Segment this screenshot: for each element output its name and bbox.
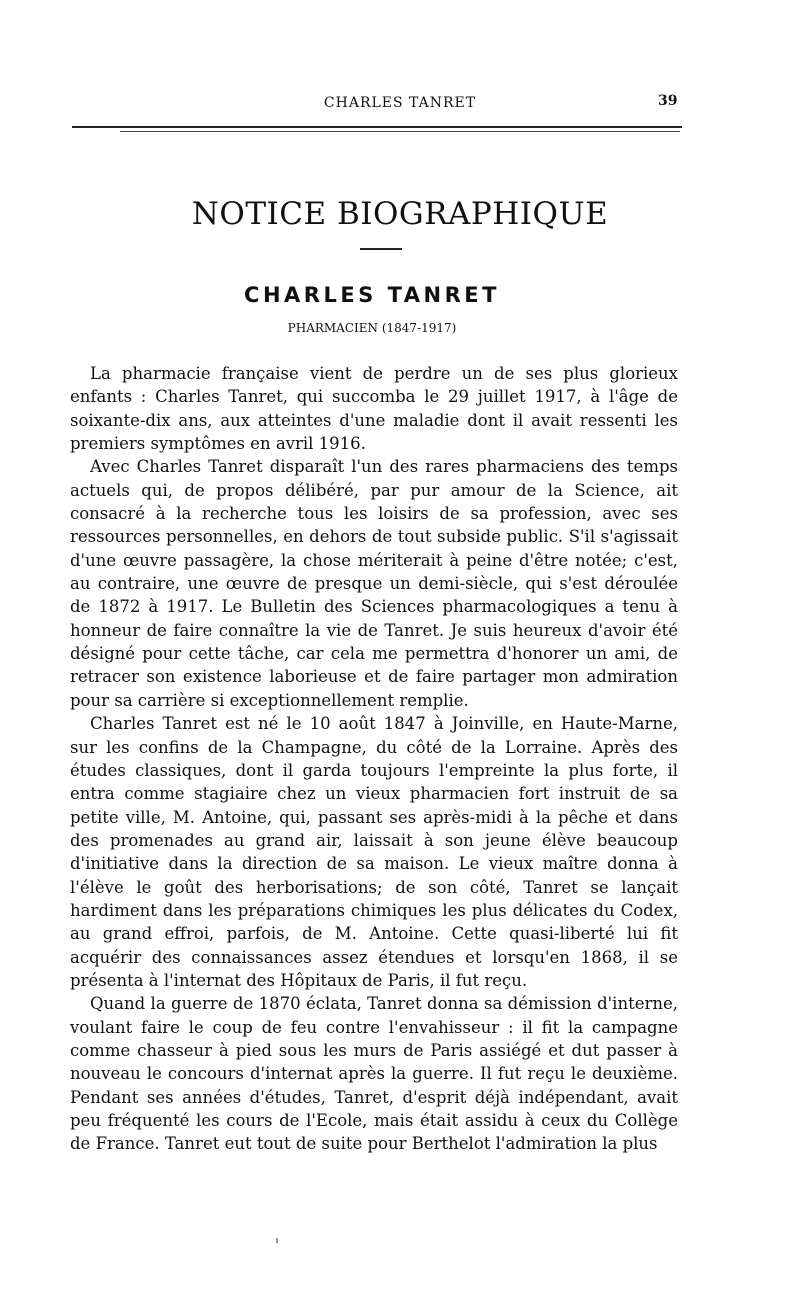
header-rule [72,126,682,128]
subject-name: CHARLES TANRET [244,283,500,307]
body-text [70,362,678,1156]
paragraph: Charles Tanret est né le 10 août 1847 à Joinville, en Haute-Marne, sur les confins de la Champagne, du côté de la Lorraine. Après des études classiques, dont il garda toujours l'empreinte la plus forte, il entra comme stagiaire chez un vieux pharmacien fort instruit de sa petite ville, M. Antoine, qui, passant ses après-midi à la pêche et dans des promenades au grand air, laissait à son jeune élève beaucoup d'initiative dans la direction de sa maison. Le vieux maître donna à l'élève le goût des herborisations; de son côté, Tanret se lançait hardiment dans les préparations chimiques les plus délicates du Codex, au grand effroi, parfois, de M. Antoine. Cette quasi-liberté lui fit acquérir des connaissances assez étendues et lorsqu'en 1868, il se présenta à l'internat des Hôpitaux de Paris, il fut reçu. [70,714,678,990]
paragraph: La pharmacie française vient de perdre un de ses plus glorieux enfants : Charles Tanret, qui succomba le 29 juillet 1917, à l'âge de soixante-dix ans, aux atteintes d'une maladie dont il avait ressenti les premiers symptômes en avril 1916. [70,364,678,454]
page-number: 39 [658,93,678,109]
title-divider [360,248,402,250]
paragraph: Avec Charles Tanret disparaît l'un des rares pharmaciens des temps actuels qui, de propos délibéré, par pur amour de la Science, ait consacré à la recherche tous les loisirs de sa profession, avec ses ressources personnelles, en dehors de tout subside public. S'il s'agissait d'une œuvre passagère, la chose mériterait à peine d'être notée; c'est, au contraire, une œuvre de presque un demi-siècle, qui s'est déroulée de 1872 à 1917. Le Bulletin des Sciences pharmacologiques a tenu à honneur de faire connaître la vie de Tanret. Je suis heureux d'avoir été désigné pour cette tâche, car cela me permettra d'honorer un ami, de retracer son existence laborieuse et de faire partager mon admiration pour sa carrière si exceptionnellement remplie. [70,457,678,710]
notice-title: NOTICE BIOGRAPHIQUE [191,196,609,232]
header-rule-thin [120,131,680,132]
running-head: CHARLES TANRET [323,95,477,111]
paragraph: Quand la guerre de 1870 éclata, Tanret donna sa démission d'interne, voulant faire le coup de feu contre l'envahisseur : il fit la campagne comme chasseur à pied sous les murs de Paris assiégé et dut passer à nouveau le concours d'internat après la guerre. Il fut reçu le deuxième. Pendant ses années d'études, Tanret, d'esprit déjà indépendant, avait peu fréquenté les cours de l'Ecole, mais était assidu à ceux du Collège de France. Tanret eut tout de suite pour Berthelot l'admiration la plus [70,994,678,1154]
subject-subtitle: PHARMACIEN (1847-1917) [287,321,457,335]
print-speck [276,1238,278,1243]
